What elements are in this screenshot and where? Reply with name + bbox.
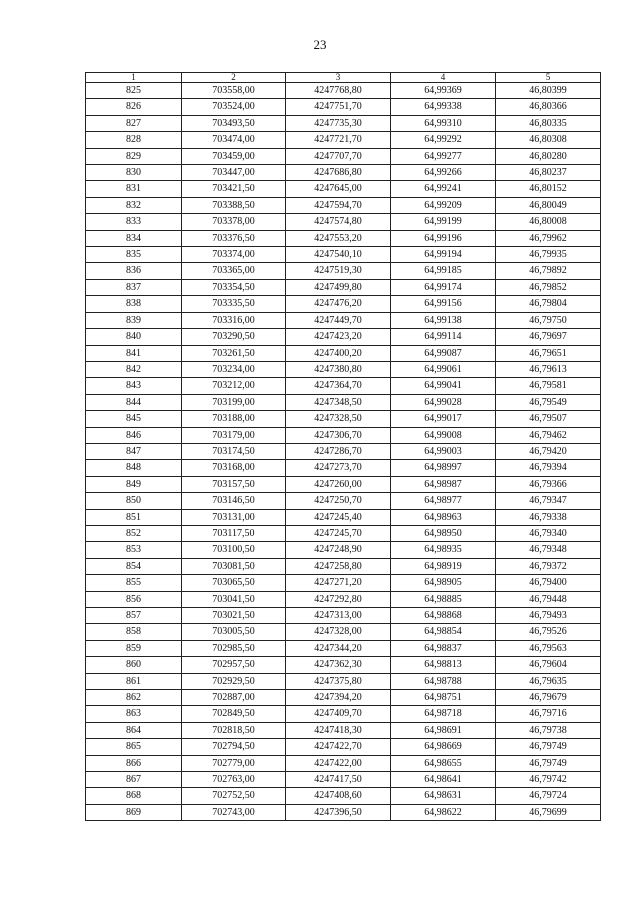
table-cell: 64,99338 [391, 99, 496, 115]
table-cell: 702957,50 [182, 657, 286, 673]
table-cell: 703316,00 [182, 312, 286, 328]
table-cell: 46,79892 [496, 263, 601, 279]
table-cell: 46,79366 [496, 476, 601, 492]
table-cell: 703558,00 [182, 83, 286, 99]
table-cell: 46,79742 [496, 772, 601, 788]
table-cell: 703212,00 [182, 378, 286, 394]
table-cell: 46,79749 [496, 739, 601, 755]
table-cell: 4247273,70 [286, 460, 391, 476]
table-row [86, 99, 601, 115]
table-cell: 64,98885 [391, 591, 496, 607]
table-cell: 702743,00 [182, 804, 286, 820]
table-cell: 867 [86, 772, 182, 788]
table-row [86, 690, 601, 706]
table-row [86, 115, 601, 131]
table-cell: 836 [86, 263, 182, 279]
table-cell: 46,79493 [496, 608, 601, 624]
table-cell: 832 [86, 197, 182, 213]
table-cell: 703388,50 [182, 197, 286, 213]
table-cell: 4247417,50 [286, 772, 391, 788]
table-row [86, 132, 601, 148]
table-cell: 4247260,00 [286, 476, 391, 492]
table-cell: 4247380,80 [286, 361, 391, 377]
table-cell: 4247258,80 [286, 558, 391, 574]
page-number: 23 [313, 37, 327, 52]
table-cell: 4247751,70 [286, 99, 391, 115]
table-cell: 4247364,70 [286, 378, 391, 394]
table-cell: 827 [86, 115, 182, 131]
table-cell: 4247422,00 [286, 755, 391, 771]
table-cell: 703378,00 [182, 214, 286, 230]
table-cell: 703021,50 [182, 608, 286, 624]
table-cell: 4247476,20 [286, 296, 391, 312]
table-cell: 4247306,70 [286, 427, 391, 443]
table-cell: 849 [86, 476, 182, 492]
table-cell: 46,79563 [496, 640, 601, 656]
table-cell: 852 [86, 525, 182, 541]
table-cell: 4247686,80 [286, 165, 391, 181]
table-cell: 4247519,30 [286, 263, 391, 279]
table-cell: 703168,00 [182, 460, 286, 476]
table-row [86, 148, 601, 164]
table-header-row [86, 73, 601, 83]
table-cell: 64,98751 [391, 690, 496, 706]
table-row [86, 755, 601, 771]
table-cell: 64,98622 [391, 804, 496, 820]
table-cell: 847 [86, 443, 182, 459]
table-cell: 863 [86, 706, 182, 722]
table-cell: 859 [86, 640, 182, 656]
table-cell: 46,80399 [496, 83, 601, 99]
table-cell: 861 [86, 673, 182, 689]
table-cell: 703199,00 [182, 394, 286, 410]
table-cell: 4247394,20 [286, 690, 391, 706]
table-cell: 64,98631 [391, 788, 496, 804]
table-cell: 702985,50 [182, 640, 286, 656]
table-cell: 838 [86, 296, 182, 312]
table-cell: 64,98854 [391, 624, 496, 640]
table-cell: 860 [86, 657, 182, 673]
table-cell: 703188,00 [182, 411, 286, 427]
table-cell: 64,98987 [391, 476, 496, 492]
table-cell: 831 [86, 181, 182, 197]
table-cell: 864 [86, 722, 182, 738]
table-cell: 844 [86, 394, 182, 410]
table-row [86, 83, 601, 99]
table-cell: 46,79462 [496, 427, 601, 443]
table-row [86, 361, 601, 377]
table-cell: 64,99174 [391, 279, 496, 295]
table-cell: 703376,50 [182, 230, 286, 246]
table-cell: 46,79448 [496, 591, 601, 607]
table-cell: 64,98669 [391, 739, 496, 755]
table-cell: 46,79635 [496, 673, 601, 689]
table-cell: 4247362,30 [286, 657, 391, 673]
table-cell: 64,99017 [391, 411, 496, 427]
table-cell: 46,79804 [496, 296, 601, 312]
table-cell: 4247540,10 [286, 247, 391, 263]
table-cell: 64,98718 [391, 706, 496, 722]
table-cell: 839 [86, 312, 182, 328]
table-cell: 4247286,70 [286, 443, 391, 459]
table-cell: 702779,00 [182, 755, 286, 771]
table-row [86, 608, 601, 624]
table-cell: 46,79679 [496, 690, 601, 706]
table-cell: 46,79651 [496, 345, 601, 361]
table-row [86, 329, 601, 345]
table-cell: 64,99194 [391, 247, 496, 263]
table-row [86, 214, 601, 230]
table-cell: 4247328,00 [286, 624, 391, 640]
table-cell: 64,98837 [391, 640, 496, 656]
table-row [86, 279, 601, 295]
table-cell: 64,99087 [391, 345, 496, 361]
table-cell: 46,79935 [496, 247, 601, 263]
table-cell: 64,99292 [391, 132, 496, 148]
table-cell: 703524,00 [182, 99, 286, 115]
coordinates-table [85, 72, 601, 821]
table-cell: 703117,50 [182, 525, 286, 541]
table-row [86, 509, 601, 525]
table-cell: 4247348,50 [286, 394, 391, 410]
table-cell: 46,79699 [496, 804, 601, 820]
table-cell: 46,79420 [496, 443, 601, 459]
table-cell: 64,99061 [391, 361, 496, 377]
table-row [86, 476, 601, 492]
table-cell: 866 [86, 755, 182, 771]
table-cell: 703493,50 [182, 115, 286, 131]
table-cell: 46,79347 [496, 493, 601, 509]
table-row [86, 722, 601, 738]
table-cell: 4247499,80 [286, 279, 391, 295]
table-cell: 856 [86, 591, 182, 607]
table-row [86, 312, 601, 328]
table-cell: 846 [86, 427, 182, 443]
table-row [86, 394, 601, 410]
table-row [86, 640, 601, 656]
table-row [86, 525, 601, 541]
table-cell: 703081,50 [182, 558, 286, 574]
table-cell: 4247245,40 [286, 509, 391, 525]
table-cell: 46,79852 [496, 279, 601, 295]
table-row [86, 673, 601, 689]
table-cell: 4247422,70 [286, 739, 391, 755]
table-row [86, 296, 601, 312]
table-cell: 46,79507 [496, 411, 601, 427]
table-cell: 703179,00 [182, 427, 286, 443]
table-row [86, 657, 601, 673]
table-cell: 703131,00 [182, 509, 286, 525]
table-cell: 64,98788 [391, 673, 496, 689]
table-cell: 4247574,80 [286, 214, 391, 230]
table-row [86, 772, 601, 788]
table-cell: 702763,00 [182, 772, 286, 788]
table-cell: 703459,00 [182, 148, 286, 164]
table-cell: 64,98950 [391, 525, 496, 541]
table-cell: 4247423,20 [286, 329, 391, 345]
table-cell: 64,99277 [391, 148, 496, 164]
table-row [86, 197, 601, 213]
table-cell: 862 [86, 690, 182, 706]
table-cell: 46,80280 [496, 148, 601, 164]
table-cell: 64,99185 [391, 263, 496, 279]
table-cell: 4247313,00 [286, 608, 391, 624]
table-cell: 46,79372 [496, 558, 601, 574]
table-body [86, 83, 601, 821]
table-cell: 865 [86, 739, 182, 755]
table-cell: 64,98813 [391, 657, 496, 673]
table-cell: 702794,50 [182, 739, 286, 755]
table-row [86, 443, 601, 459]
column-header: 5 [496, 73, 601, 83]
table-cell: 4247721,70 [286, 132, 391, 148]
table-cell: 848 [86, 460, 182, 476]
table-cell: 842 [86, 361, 182, 377]
table-cell: 4247271,20 [286, 575, 391, 591]
table-cell: 4247248,90 [286, 542, 391, 558]
table-row [86, 263, 601, 279]
column-header: 1 [86, 73, 182, 83]
table-cell: 4247418,30 [286, 722, 391, 738]
table-cell: 858 [86, 624, 182, 640]
table-cell: 703290,50 [182, 329, 286, 345]
table-cell: 46,79526 [496, 624, 601, 640]
table-cell: 850 [86, 493, 182, 509]
table-cell: 46,80049 [496, 197, 601, 213]
table-cell: 46,79724 [496, 788, 601, 804]
table-cell: 64,98963 [391, 509, 496, 525]
table-cell: 702752,50 [182, 788, 286, 804]
table-cell: 853 [86, 542, 182, 558]
table-cell: 703474,00 [182, 132, 286, 148]
table-cell: 703374,00 [182, 247, 286, 263]
table-cell: 4247400,20 [286, 345, 391, 361]
table-cell: 64,99369 [391, 83, 496, 99]
table-cell: 64,99041 [391, 378, 496, 394]
table-cell: 64,98905 [391, 575, 496, 591]
table-cell: 702887,00 [182, 690, 286, 706]
table-cell: 46,79581 [496, 378, 601, 394]
table-cell: 46,79549 [496, 394, 601, 410]
table-cell: 703100,50 [182, 542, 286, 558]
table-row [86, 460, 601, 476]
table-cell: 64,99209 [391, 197, 496, 213]
table-cell: 4247292,80 [286, 591, 391, 607]
table-cell: 703146,50 [182, 493, 286, 509]
table-cell: 702929,50 [182, 673, 286, 689]
table-cell: 46,80335 [496, 115, 601, 131]
table-cell: 46,79716 [496, 706, 601, 722]
column-header: 3 [286, 73, 391, 83]
table-cell: 46,79400 [496, 575, 601, 591]
table-cell: 4247735,30 [286, 115, 391, 131]
table-cell: 703421,50 [182, 181, 286, 197]
table-cell: 702818,50 [182, 722, 286, 738]
table-cell: 46,79613 [496, 361, 601, 377]
table-cell: 4247245,70 [286, 525, 391, 541]
table-cell: 64,99003 [391, 443, 496, 459]
table-cell: 64,99241 [391, 181, 496, 197]
table-cell: 64,99310 [391, 115, 496, 131]
table-cell: 46,80308 [496, 132, 601, 148]
table-cell: 64,99266 [391, 165, 496, 181]
table-cell: 703365,00 [182, 263, 286, 279]
table-cell: 845 [86, 411, 182, 427]
table-cell: 840 [86, 329, 182, 345]
table-cell: 868 [86, 788, 182, 804]
table-cell: 835 [86, 247, 182, 263]
table-cell: 830 [86, 165, 182, 181]
table-row [86, 804, 601, 820]
table-cell: 702849,50 [182, 706, 286, 722]
table-cell: 857 [86, 608, 182, 624]
table-row [86, 427, 601, 443]
table-cell: 4247594,70 [286, 197, 391, 213]
table-cell: 703447,00 [182, 165, 286, 181]
table-cell: 46,80366 [496, 99, 601, 115]
table-cell: 46,80152 [496, 181, 601, 197]
table-row [86, 181, 601, 197]
table-cell: 46,80237 [496, 165, 601, 181]
table-cell: 46,79697 [496, 329, 601, 345]
table-cell: 703041,50 [182, 591, 286, 607]
table-cell: 64,98655 [391, 755, 496, 771]
table-cell: 825 [86, 83, 182, 99]
table-cell: 64,99008 [391, 427, 496, 443]
table-cell: 703065,50 [182, 575, 286, 591]
table-cell: 46,79604 [496, 657, 601, 673]
table-cell: 703157,50 [182, 476, 286, 492]
table-cell: 4247553,20 [286, 230, 391, 246]
table-cell: 703261,50 [182, 345, 286, 361]
table-cell: 703005,50 [182, 624, 286, 640]
table-cell: 841 [86, 345, 182, 361]
table-cell: 46,79394 [496, 460, 601, 476]
table-cell: 834 [86, 230, 182, 246]
table-row [86, 378, 601, 394]
table-cell: 64,98641 [391, 772, 496, 788]
table-row [86, 542, 601, 558]
table-row [86, 575, 601, 591]
table-cell: 46,79750 [496, 312, 601, 328]
table-cell: 64,99156 [391, 296, 496, 312]
table-cell: 4247449,70 [286, 312, 391, 328]
table-row [86, 165, 601, 181]
table-cell: 828 [86, 132, 182, 148]
table-row [86, 706, 601, 722]
table-row [86, 739, 601, 755]
table-cell: 851 [86, 509, 182, 525]
table-cell: 843 [86, 378, 182, 394]
table-cell: 64,99028 [391, 394, 496, 410]
table-cell: 64,99114 [391, 329, 496, 345]
table-row [86, 345, 601, 361]
table-cell: 4247250,70 [286, 493, 391, 509]
table-cell: 4247408,60 [286, 788, 391, 804]
column-header: 2 [182, 73, 286, 83]
table-cell: 4247375,80 [286, 673, 391, 689]
table-cell: 46,79749 [496, 755, 601, 771]
table-cell: 4247409,70 [286, 706, 391, 722]
table-row [86, 591, 601, 607]
table-row [86, 230, 601, 246]
table-cell: 837 [86, 279, 182, 295]
table-row [86, 624, 601, 640]
table-cell: 46,79338 [496, 509, 601, 525]
table-cell: 855 [86, 575, 182, 591]
table-cell: 64,98997 [391, 460, 496, 476]
table-cell: 64,99196 [391, 230, 496, 246]
table-row [86, 558, 601, 574]
table-cell: 46,80008 [496, 214, 601, 230]
table-cell: 703354,50 [182, 279, 286, 295]
table-cell: 4247707,70 [286, 148, 391, 164]
table-cell: 46,79962 [496, 230, 601, 246]
table-cell: 64,98919 [391, 558, 496, 574]
table-row [86, 493, 601, 509]
table-cell: 833 [86, 214, 182, 230]
table-cell: 64,98868 [391, 608, 496, 624]
table-cell: 854 [86, 558, 182, 574]
table-cell: 46,79738 [496, 722, 601, 738]
table-cell: 64,98691 [391, 722, 496, 738]
table-cell: 4247645,00 [286, 181, 391, 197]
table-cell: 703335,50 [182, 296, 286, 312]
table-cell: 4247396,50 [286, 804, 391, 820]
table-cell: 64,98977 [391, 493, 496, 509]
table-cell: 826 [86, 99, 182, 115]
table-cell: 703234,00 [182, 361, 286, 377]
table-cell: 4247768,80 [286, 83, 391, 99]
table-cell: 4247328,50 [286, 411, 391, 427]
table-cell: 64,99199 [391, 214, 496, 230]
table-row [86, 411, 601, 427]
table-cell: 869 [86, 804, 182, 820]
column-header: 4 [391, 73, 496, 83]
table-cell: 4247344,20 [286, 640, 391, 656]
table-cell: 46,79340 [496, 525, 601, 541]
table-cell: 64,99138 [391, 312, 496, 328]
table-cell: 703174,50 [182, 443, 286, 459]
table-row [86, 247, 601, 263]
table-cell: 64,98935 [391, 542, 496, 558]
table-cell: 46,79348 [496, 542, 601, 558]
table-cell: 829 [86, 148, 182, 164]
table-row [86, 788, 601, 804]
